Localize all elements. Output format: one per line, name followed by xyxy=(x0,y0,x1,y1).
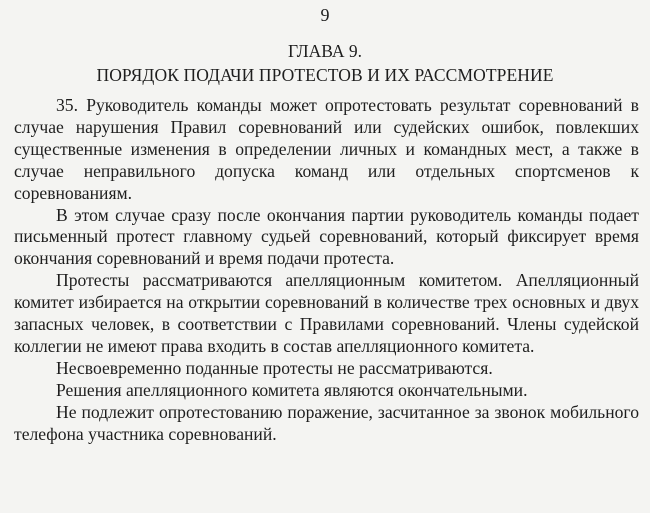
chapter-title: ГЛАВА 9. xyxy=(287,41,363,61)
paragraph-final-decisions: Решения апелляционного комитета являются окончательными. xyxy=(56,379,528,400)
chapter-subtitle: ПОРЯДОК ПОДАЧИ ПРОТЕСТОВ И ИХ РАССМОТРЕНИЕ xyxy=(96,65,554,85)
paragraph-protest-submission: В этом случае сразу после окончания партии руководитель команды подает письменный протест главному судьей соревнований, который фиксирует время окончания соревнований и время подачи протеста. xyxy=(14,204,639,269)
paragraph-mobile-phone: Не подлежит опротестованию поражение, засчитанное за звонок мобильного телефона участника соревнований. xyxy=(14,401,639,444)
body-text xyxy=(14,95,639,446)
paragraph-late-protests: Несвоевременно поданные протесты не рассматриваются. xyxy=(56,357,493,378)
paragraph-appeals-committee: Протесты рассматриваются апелляционным комитетом. Апелляционный комитет избирается на открытии соревнований в количестве трех основных и двух запасных человек, в соответствии с Правилами соревнований. Члены судейской коллегии не имеют права входить в состав апелляционного комитета. xyxy=(14,270,639,356)
paragraph-35: 35. Руководитель команды может опротестовать результат соревнований в случае нарушения Правил соревнований или судейских ошибок, повлекших существенные изменения в определении личных и командных мест, а также в случае неправильного допуска команд или отдельных спортсменов к соревнованиям. xyxy=(14,95,639,203)
page-number: 9 xyxy=(320,5,330,25)
